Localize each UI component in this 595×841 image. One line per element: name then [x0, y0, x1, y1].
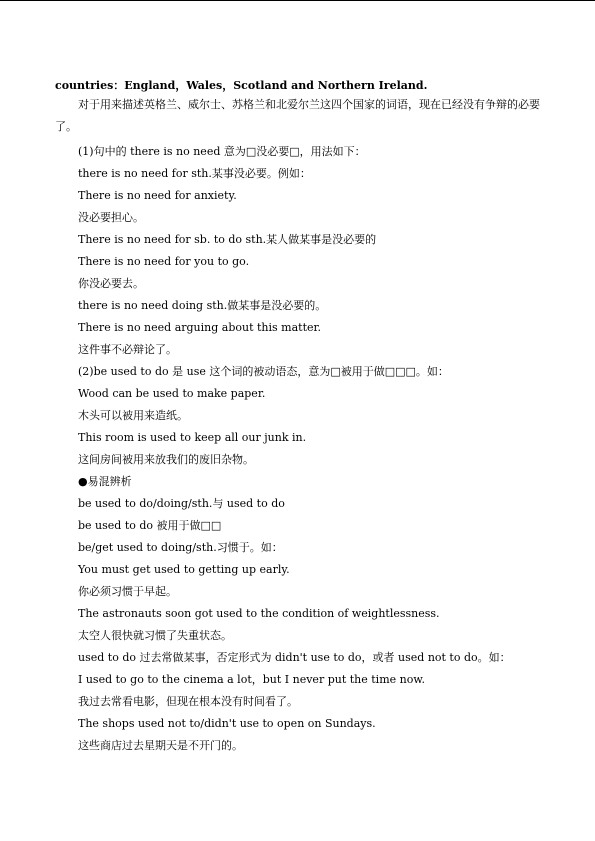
text-line: There is no need arguing about this matter. — [78, 321, 322, 334]
text-line: there is no need for sth.某事没必要。例如： — [78, 167, 311, 180]
text-line: there is no need doing sth.做某事是没必要的。 — [78, 299, 327, 312]
text-line: Wood can be used to make paper. — [78, 387, 266, 400]
text-line: 我过去常看电影，但现在根本没有时间看了。 — [78, 695, 298, 708]
text-line: The astronauts soon got used to the condition of weightlessness. — [78, 607, 440, 620]
point-1-heading: (1)句中的 there is no need 意为□没必要□，用法如下： — [78, 145, 366, 158]
top-rule — [0, 0, 595, 1]
text-line: There is no need for anxiety. — [78, 189, 237, 202]
text-line: 你没必要去。 — [78, 277, 144, 290]
text-line: I used to go to the cinema a lot，but I never put the time now. — [78, 673, 425, 686]
text-line: The shops used not to/didn't use to open on Sundays. — [78, 717, 376, 730]
text-line: used to do 过去常做某事，否定形式为 didn't use to do，或者 used not to do。如： — [78, 651, 511, 664]
text-line: There is no need for you to go. — [78, 255, 250, 268]
section-heading-confusables: ●易混辨析 — [78, 475, 132, 488]
text-line: 木头可以被用来造纸。 — [78, 409, 188, 422]
paragraph-countries: 对于用来描述英格兰、威尔士、苏格兰和北爱尔兰这四个国家的词语，现在已经没有争辩的必要了。 — [55, 98, 540, 133]
text-line: be/get used to doing/sth.习惯于。如： — [78, 541, 283, 554]
text-line: 你必须习惯于早起。 — [78, 585, 177, 598]
heading-line: countries：England，Wales，Scotland and Northern Ireland. — [55, 79, 428, 92]
text-line: 这件事不必辩论了。 — [78, 343, 177, 356]
text-line: There is no need for sb. to do sth.某人做某事是没必要的 — [78, 233, 377, 246]
text-line: be used to do/doing/sth.与 used to do — [78, 497, 285, 510]
text-line: 这些商店过去星期天是不开门的。 — [78, 739, 243, 752]
point-2-heading: (2)be used to do 是 use 这个词的被动语态，意为□被用于做□□□。如： — [78, 365, 449, 378]
text-line: 这间房间被用来放我们的废旧杂物。 — [78, 453, 254, 466]
text-line: be used to do 被用于做□□ — [78, 519, 222, 532]
text-line: 没必要担心。 — [78, 211, 144, 224]
text-line: You must get used to getting up early. — [78, 563, 290, 576]
text-line: This room is used to keep all our junk in. — [78, 431, 307, 444]
text-line: 太空人很快就习惯了失重状态。 — [78, 629, 232, 642]
